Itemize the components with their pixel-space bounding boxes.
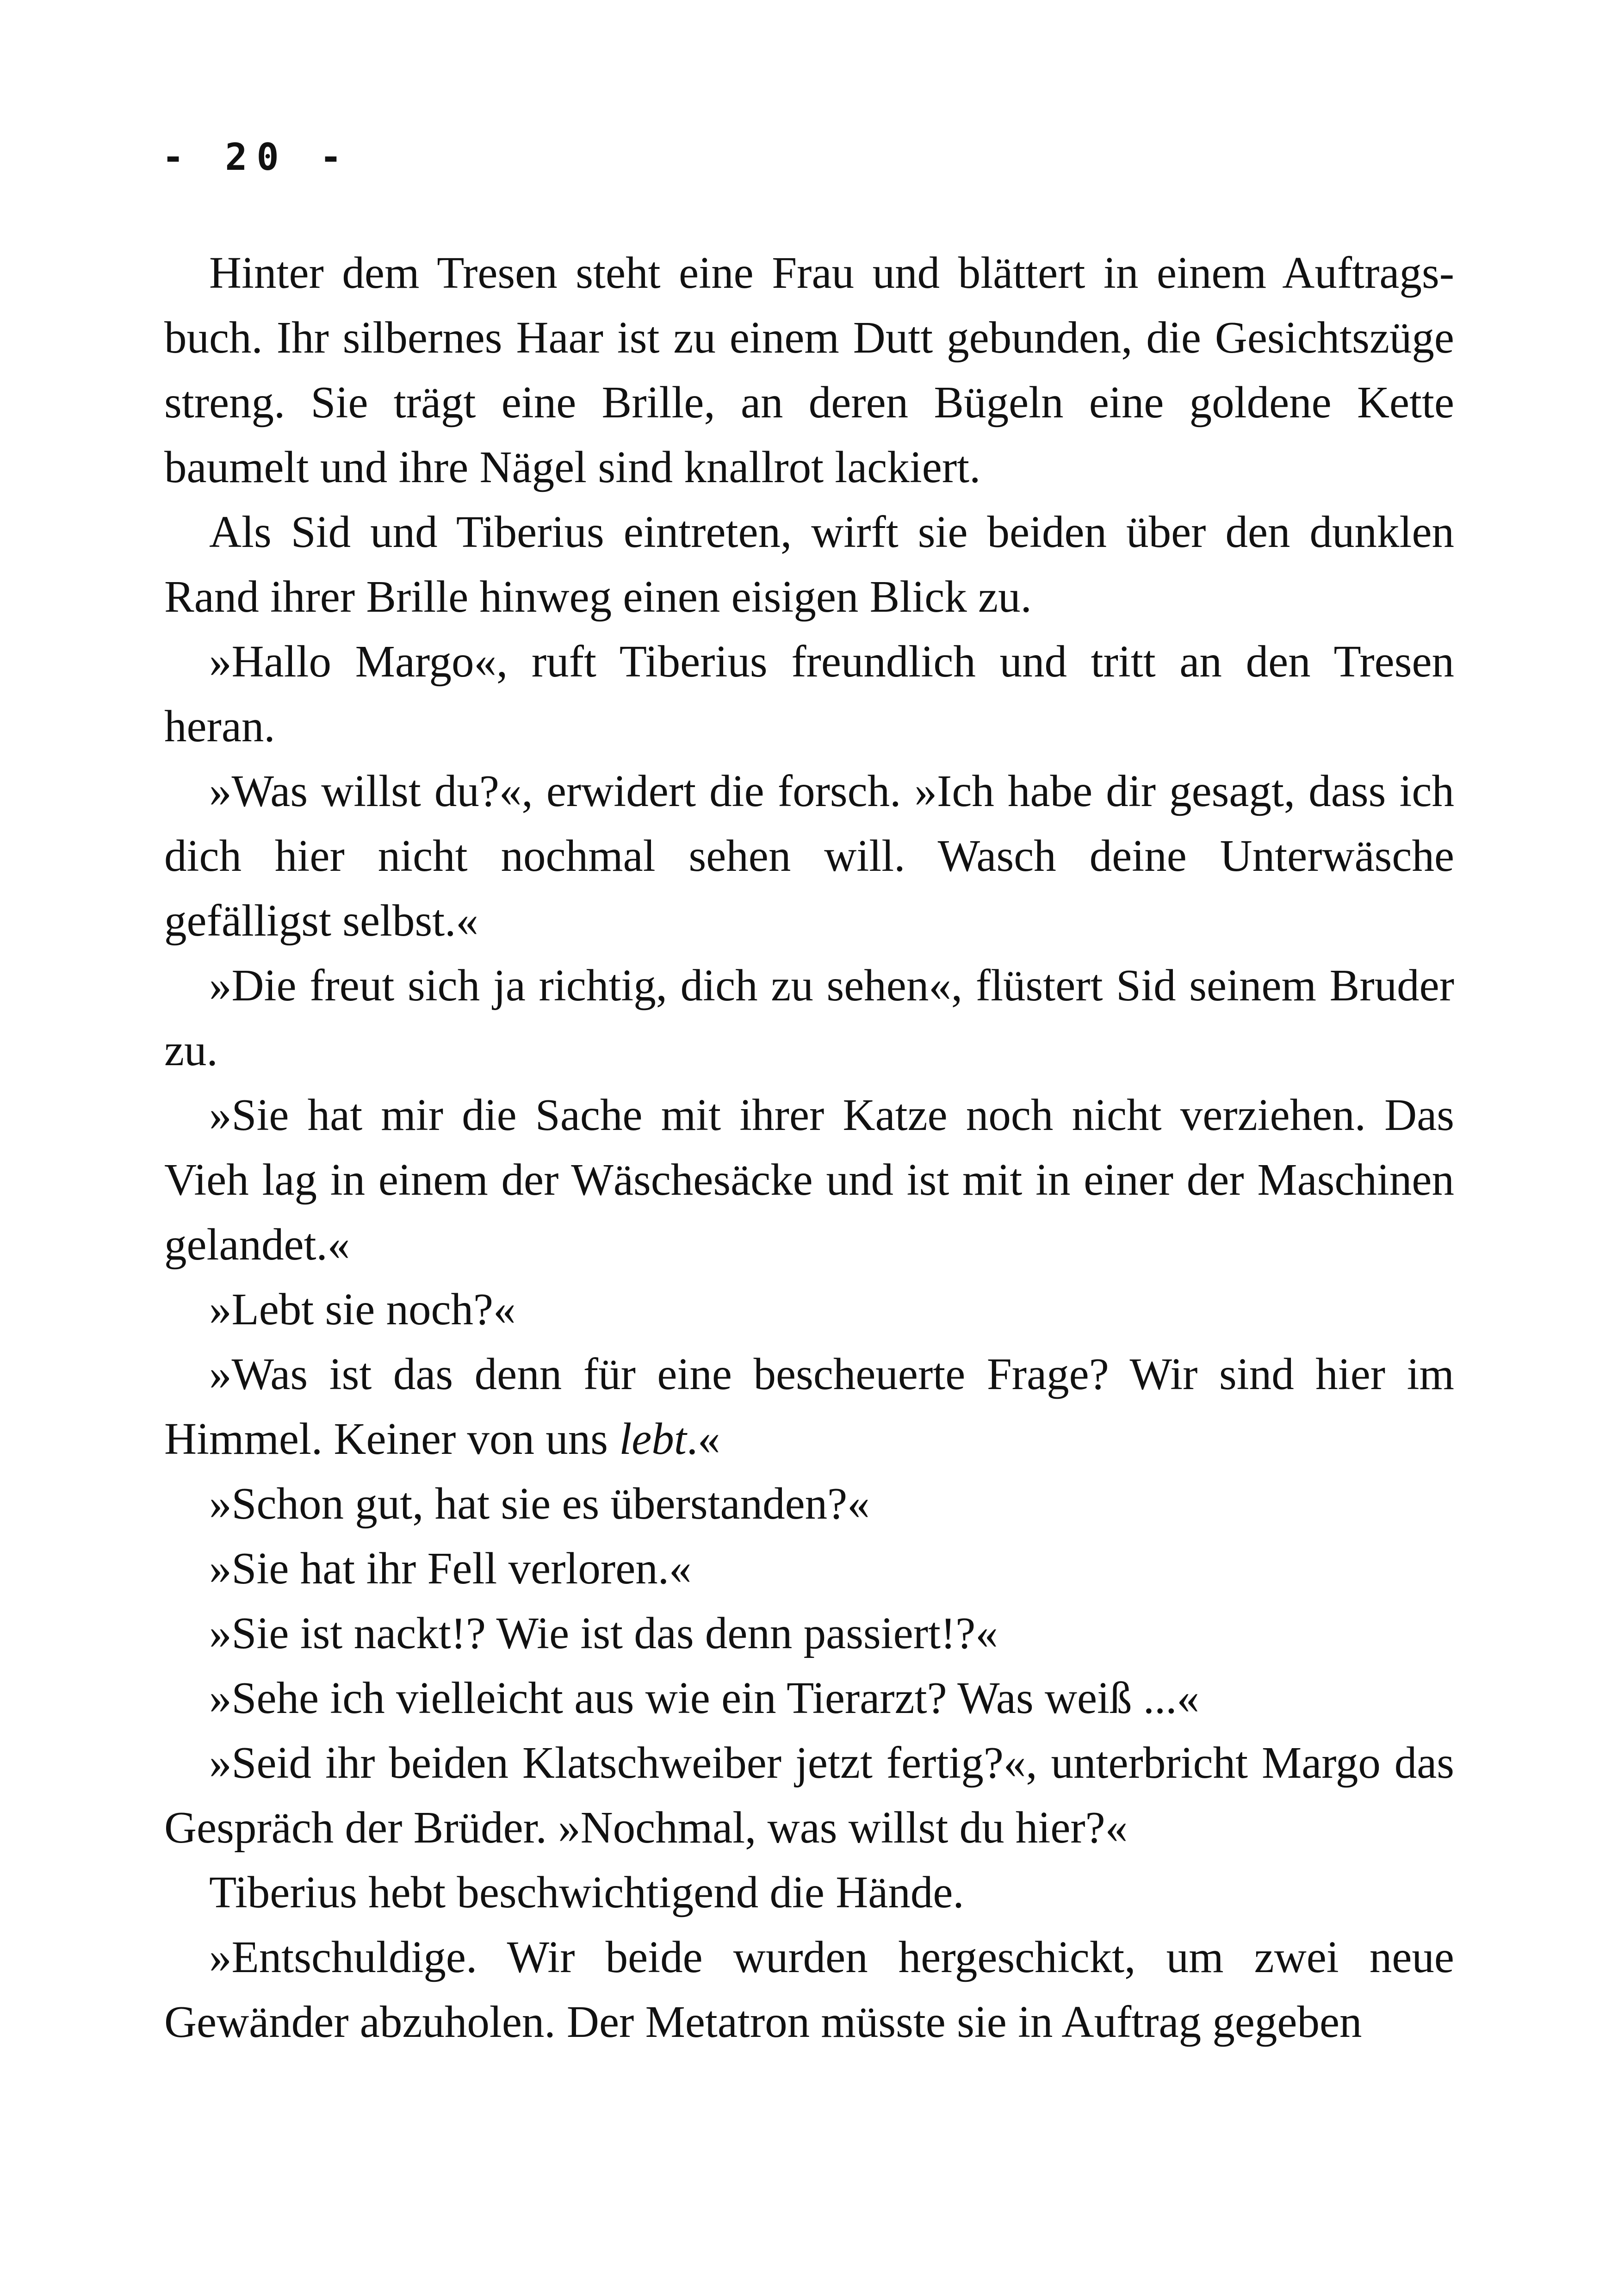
paragraph: »Sie hat ihr Fell verloren.« — [209, 1544, 692, 1593]
emphasized-word: lebt — [619, 1414, 687, 1464]
paragraph: »Entschuldige. Wir beide wurden hergeschickt, um zwei neue Gewänder abzuholen. Der Metatron müsste sie in Auftrag gegeben — [164, 1932, 1454, 2047]
paragraph: »Seid ihr beiden Klatschweiber jetzt fertig?«, unterbricht Margo das Gespräch der Brüder. »Nochmal, was willst du hier?« — [164, 1738, 1454, 1852]
body-text — [164, 241, 1454, 2054]
paragraph: Tiberius hebt beschwichtigend die Hände. — [209, 1868, 964, 1917]
paragraph-with-emphasis — [164, 1342, 1454, 1471]
paragraph: »Hallo Margo«, ruft Tiberius freundlich und tritt an den Tresen heran. — [164, 637, 1454, 751]
paragraph: »Schon gut, hat sie es überstanden?« — [209, 1479, 870, 1528]
page-number: - 20 - — [162, 136, 351, 179]
paragraph: »Die freut sich ja richtig, dich zu sehen«, flüstert Sid seinem Bruder zu. — [164, 961, 1454, 1075]
paragraph: »Sie ist nackt!? Wie ist das denn passiert!?« — [209, 1608, 998, 1658]
paragraph: »Sie hat mir die Sache mit ihrer Katze noch nicht verziehen. Das Vieh lag in einem der Wäschesäcke und ist mit in einer der Maschinen gelandet.« — [164, 1090, 1454, 1269]
paragraph: »Was willst du?«, erwidert die forsch. »Ich habe dir gesagt, dass ich dich hier nicht nochmal sehen will. Wasch deine Unterwäsche gefälligst selbst.« — [164, 766, 1454, 945]
paragraph-text: »Was ist das denn für eine bescheuerte Frage? Wir sind hier im Himmel. Keiner von uns — [164, 1349, 1454, 1464]
paragraph: Als Sid und Tiberius eintreten, wirft sie beiden über den dunklen Rand ihrer Brille hinweg einen eisigen Blick zu. — [164, 507, 1454, 621]
paragraph-text: .« — [686, 1414, 720, 1464]
paragraph: »Lebt sie noch?« — [209, 1285, 516, 1334]
paragraph: »Sehe ich vielleicht aus wie ein Tierarzt? Was weiß ...« — [209, 1673, 1200, 1723]
paragraph: Hinter dem Tresen steht eine Frau und blättert in einem Auftragsbuch. Ihr silbernes Haar ist zu einem Dutt gebunden, die Gesichtszüge streng. Sie trägt eine Brille, an deren Bügeln eine goldene Kette baumelt und ihre Nägel sind knallrot lackiert. — [164, 248, 1454, 492]
